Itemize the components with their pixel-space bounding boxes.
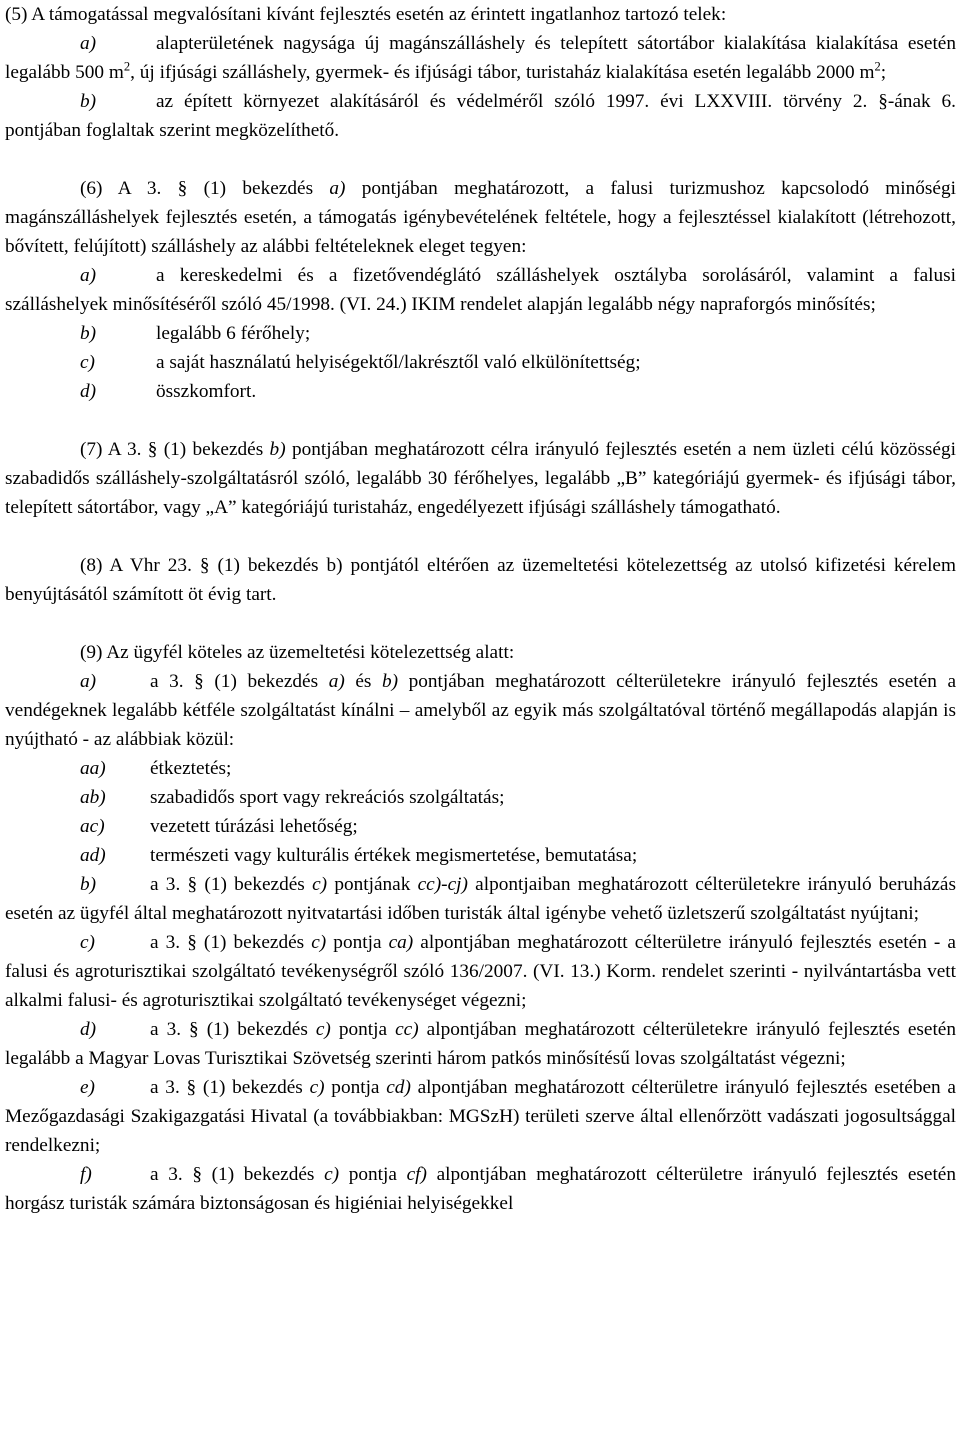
text-run: a 3. § (1) bekezdés (150, 1019, 316, 1040)
paragraph-9-item-a (5, 667, 956, 754)
item-label: e) (80, 1077, 95, 1098)
paragraph-7 (5, 435, 956, 522)
text-run: alpontjában meghatározott célterületre irányuló fejlesztés esetében a Mezőgazdasági Szakigazgatási Hivatal (a továbbiakban: MGSzH) területi szerve által ellenőrzött vadászati jogosultsággal rendelkezni; (5, 1077, 956, 1156)
italic-ref: cc)-cj) (417, 874, 468, 895)
italic-ref: c) (315, 1019, 331, 1040)
italic-ref: c) (324, 1164, 340, 1185)
item-label: f) (80, 1164, 92, 1185)
paragraph-6-item-b (5, 319, 956, 348)
text-run: pontja (339, 1164, 407, 1185)
italic-ref: cf) (406, 1164, 427, 1185)
italic-ref: a) (328, 671, 345, 692)
paragraph-9-item-d (5, 1015, 956, 1073)
item-label: c) (80, 932, 95, 953)
item-label: b) (80, 323, 97, 344)
paragraph-9-subitem-ab (5, 783, 956, 812)
item-text: ; (880, 62, 887, 83)
item-text: a saját használatú helyiségektől/lakrésztől való elkülönítettség; (156, 352, 641, 373)
paragraph-6-head (5, 174, 956, 261)
text-run: pontjának (327, 874, 418, 895)
paragraph-9-subitem-ac (5, 812, 956, 841)
paragraph-9-item-b (5, 870, 956, 928)
text-run: alpontjában meghatározott célterületre irányuló fejlesztés esetén - a falusi és agroturisztikai szolgáltató tevékenységről szóló 136/2007. (VI. 13.) Korm. rendelet szerinti - nyilvántartásba vett alkalmi falusi- és agroturisztikai szolgáltató tevékenységet végezni; (5, 932, 956, 1011)
item-text: vezetett túrázási lehetőség; (150, 816, 358, 837)
italic-ref: c) (311, 932, 327, 953)
item-label: d) (80, 381, 97, 402)
paragraph-5-head: (5) A támogatással megvalósítani kívánt fejlesztés esetén az érintett ingatlanhoz tartozó telek: (5, 4, 727, 25)
paragraph-5 (5, 0, 956, 145)
item-text: összkomfort. (156, 381, 257, 402)
superscript: 2 (874, 59, 881, 74)
paragraph-9-head: (9) Az ügyfél köteles az üzemeltetési kötelezettség alatt: (80, 642, 515, 663)
item-text: természeti vagy kulturális értékek megismertetése, bemutatása; (150, 845, 638, 866)
text-run: pontja (330, 1019, 396, 1040)
item-text: a kereskedelmi és a fizetővendéglátó szálláshelyek osztályba sorolásáról, valamint a falusi szálláshelyek minősítéséről szóló 45/1998. (VI. 24.) IKIM rendelet alapján legalább négy napraforgós minősítés; (5, 265, 956, 315)
italic-ref: ca) (388, 932, 414, 953)
italic-ref: c) (312, 874, 328, 895)
paragraph-5-item-b (5, 87, 956, 145)
text-run: a 3. § (1) bekezdés (150, 874, 313, 895)
text-run: (7) A 3. § (1) bekezdés (80, 439, 270, 460)
paragraph-6-item-d (5, 377, 956, 406)
text-run: pontja (326, 932, 389, 953)
italic-ref: b) (381, 671, 399, 692)
item-label: a) (80, 265, 97, 286)
item-label: ab) (80, 787, 106, 808)
text-run: alpontjában meghatározott célterületre irányuló fejlesztés esetén horgász turisták számára biztonságosan és higiéniai helyiségekkel (5, 1164, 957, 1214)
item-text: , új ifjúsági szálláshely, gyermek- és ifjúsági tábor, turistaház kialakítása esetén legalább 2000 m (130, 62, 875, 83)
text-run: és (344, 671, 382, 692)
text-run: a 3. § (1) bekezdés (150, 1164, 325, 1185)
text-run: alpontjaiban meghatározott célterületekre irányuló beruházás esetén az ügyfél által meghatározott nyitvatartási időben turisták által igénybe vehető üzletszerű szolgáltatást nyújtani; (5, 874, 956, 924)
paragraph-9-subitem-aa (5, 754, 956, 783)
paragraph-9-item-c (5, 928, 956, 1015)
item-text: szabadidős sport vagy rekreációs szolgáltatás; (150, 787, 505, 808)
item-text: legalább 6 férőhely; (156, 323, 311, 344)
item-label: b) (80, 874, 97, 895)
paragraph-9-item-e (5, 1073, 956, 1160)
paragraph-5-item-a (5, 29, 956, 87)
italic-ref: a) (329, 178, 346, 199)
italic-ref: c) (309, 1077, 325, 1098)
text-run: a 3. § (1) bekezdés (150, 932, 312, 953)
paragraph-9-item-f (5, 1160, 956, 1218)
superscript: 2 (123, 59, 131, 74)
item-label: aa) (80, 758, 106, 779)
item-label: d) (80, 1019, 97, 1040)
text-run: pontja (324, 1077, 387, 1098)
paragraph-6-item-a (5, 261, 956, 319)
item-text: étkeztetés; (150, 758, 232, 779)
item-label: a) (80, 671, 97, 692)
text-run: a 3. § (1) bekezdés (150, 1077, 310, 1098)
item-label: c) (80, 352, 95, 373)
item-label: a) (80, 33, 97, 54)
text-run: a 3. § (1) bekezdés (150, 671, 329, 692)
item-text: alapterületének nagysága új magánszálláshely és telepített sátortábor kialakítása kialakítása esetén legalább 500 m (5, 33, 956, 83)
italic-ref: b) (269, 439, 286, 460)
item-label: ad) (80, 845, 106, 866)
paragraph-6-item-c (5, 348, 956, 377)
paragraph-9 (5, 638, 956, 1218)
item-label: b) (80, 91, 97, 112)
italic-ref: cc) (395, 1019, 419, 1040)
italic-ref: cd) (386, 1077, 411, 1098)
text-run: pontjában meghatározott, a falusi turizmushoz kapcsolodó minőségi magánszálláshelyek fejlesztés esetén, a támogatás igénybevételének feltétele, hogy a fejlesztéssel kialakított (létrehozott, bővített, felújított) szálláshely az alábbi feltételeknek eleget tegyen: (5, 178, 956, 257)
paragraph-6 (5, 174, 956, 406)
item-text: az épített környezet alakításáról és védelméről szóló 1997. évi LXXVIII. törvény 2. §-ának 6. pontjában foglaltak szerint megközelíthető. (5, 91, 956, 141)
paragraph-9-subitem-ad (5, 841, 956, 870)
text-run: pontjában meghatározott célterületekre irányuló fejlesztés esetén a vendégeknek legalább kétféle szolgáltatást kínálni – amelyből az egyik más szolgáltatóval történő megállapodás alapján is nyújtható - az alábbiak közül: (5, 671, 956, 750)
item-label: ac) (80, 816, 105, 837)
paragraph-8: (8) A Vhr 23. § (1) bekezdés b) pontjától eltérően az üzemeltetési kötelezettség az utolsó kifizetési kérelem benyújtásától számított öt évig tart. (5, 555, 956, 605)
text-run: pontjában meghatározott célra irányuló fejlesztés esetén a nem üzleti célú közösségi szabadidős szálláshely-szolgáltatásról szóló, legalább 30 férőhelyes, legalább „B” kategóriájú gyermek- és ifjúsági tábor, telepített sátortábor, vagy „A” kategóriájú turistaház, engedélyezett ifjúsági szálláshely támogatható. (5, 439, 956, 518)
text-run: alpontjában meghatározott célterületekre irányuló fejlesztés esetén legalább a Magyar Lovas Turisztikai Szövetség szerinti három patkós minősítésű lovas szolgáltatást végezni; (5, 1019, 957, 1069)
text-run: (6) A 3. § (1) bekezdés (80, 178, 330, 199)
